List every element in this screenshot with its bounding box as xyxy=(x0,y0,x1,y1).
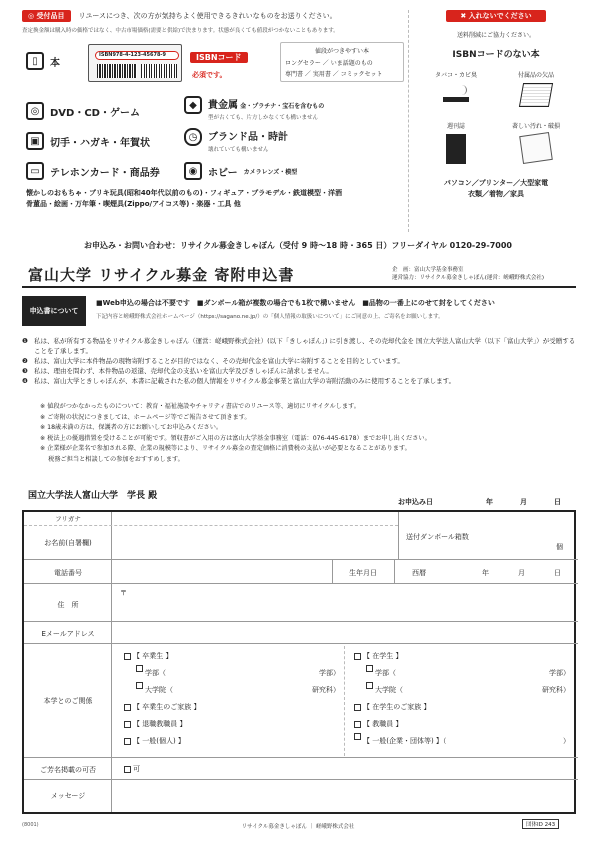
misc-line-1: 懐かしのおもちゃ・ブリキ玩具(昭和40年代以前のもの)・フィギュア・プラモデル・鉄道模型・洋酒 xyxy=(26,189,342,197)
stamp-label: 切手・ハガキ・年賀状 xyxy=(50,137,150,149)
note-5: ※ 企業様が企業名で参加される際、企業の規模等により、リサイクル募金の査定価格に消費税の支払いが必要となることがあります。 xyxy=(40,445,411,452)
book-note-title: 値段がつきやすい本 xyxy=(314,48,369,55)
date-label: お申込み日 xyxy=(398,498,433,506)
term-3: 私は、理由を問わず、本件物品の返還、売却代金の支払いを富山大学及びきしゃぽんに請求しません。 xyxy=(34,367,333,375)
accept-intro: リユースにつき、次の方が気持ちよく使用できるきれいなものをお送りください。 xyxy=(78,12,337,20)
isbn-code-label: ISBNコード xyxy=(190,52,248,63)
note-3: ※ 18歳未満の方は、保護者の方にお願いしてお申込みください。 xyxy=(40,424,223,431)
ng-item-2: 付属品の欠品 xyxy=(517,72,554,79)
ng-pc-1: パソコン／プリンター／大型家電 xyxy=(443,179,549,187)
check-general-corp[interactable]: 【 一般(企業・団体等) 】（ ） xyxy=(354,733,570,750)
note-1: ※ 値段がつかなかったものについて：教育・福祉施設やチャリティ書店でのリユース等、適切にリサイクルします。 xyxy=(40,403,360,410)
isbn-sample: ISBN978-4-123-45678-9 xyxy=(95,51,179,60)
footer-code: (8001) xyxy=(22,822,39,828)
date-month: 月 xyxy=(520,498,527,506)
book-icon: ▯ xyxy=(26,52,44,70)
ng-item-3: 週刊誌 xyxy=(446,123,465,130)
term-2: 私は、富山大学に本件物品の現物寄附することが目的ではなく、その売却代金を富山大学に寄附することを目的としています。 xyxy=(34,357,404,365)
postal-mark: 〒 xyxy=(120,589,127,597)
address-input[interactable] xyxy=(113,585,573,621)
metal-label: 貴金属 xyxy=(208,100,238,111)
hobby-label: ホビー xyxy=(208,167,238,179)
apply-line-1: ■Web申込の場合は不要です ■ダンボール箱が複数の場合でも1枚で構いません ■品物の一番上にのせて封をしてください xyxy=(96,299,495,307)
term-num-3: ❸ xyxy=(22,367,28,375)
check-student-family[interactable]: 【 在学生のご家族 】 xyxy=(354,699,570,716)
footer-id: 団体ID 243 xyxy=(522,819,559,829)
check-publish[interactable]: 可 xyxy=(124,764,140,774)
check-grad-gs[interactable]: 大学院（ 研究科） xyxy=(124,682,340,699)
furigana-label: フリガナ xyxy=(55,515,81,523)
term-num-1: ❶ xyxy=(22,337,28,345)
check-staff[interactable]: 【 教職員 】 xyxy=(354,716,570,733)
brand-label: ブランド品・時計 xyxy=(208,132,288,143)
ng-pc-2: 衣類／着物／家具 xyxy=(468,190,524,198)
box-unit: 個 xyxy=(556,543,563,551)
note-2: ※ ご寄附の状況につきましては、ホームページ等でご報告させて頂きます。 xyxy=(40,413,251,421)
ng-tag: ✖ 入れないでください xyxy=(446,10,545,22)
term-4: 私は、富山大学ときしゃぽんが、本書に記載された私の個人情報をリサイクル募金事業と富山大学の寄附活動のみに使用することを了承します。 xyxy=(34,377,456,385)
gem-icon: ◆ xyxy=(184,96,202,114)
disc-icon: ◎ xyxy=(26,102,44,120)
metal-note: 型が古くても、片方しかなくても構いません xyxy=(208,115,319,121)
birth-year: 年 xyxy=(482,569,489,577)
book-note-1: ロングセラー ／ いま話題のもの xyxy=(285,60,373,67)
phone-input[interactable] xyxy=(113,561,331,583)
birth-month: 月 xyxy=(518,569,525,577)
hobby-sub: カメラレンズ・模型 xyxy=(243,168,298,176)
check-student-gs[interactable]: 大学院（ 研究科） xyxy=(354,682,570,699)
book-label: 本 xyxy=(50,57,60,69)
addressee: 国立大学法人富山大学 学長 殿 xyxy=(28,491,158,501)
address-label: 住 所 xyxy=(57,601,79,609)
date-year: 年 xyxy=(486,498,493,506)
ng-item-1: タバコ・カビ臭 xyxy=(435,72,477,79)
stamp-icon: ▣ xyxy=(26,132,44,150)
misc-line-2: 骨董品・絵画・万年筆・喫煙具(Zippo/アイコス等)・楽器・工具 他 xyxy=(26,200,241,208)
email-label: Eメールアドレス xyxy=(41,630,95,638)
name-input[interactable] xyxy=(113,527,398,559)
birth-label: 生年月日 xyxy=(349,569,377,577)
furigana-input[interactable] xyxy=(113,512,398,526)
isbn-required: 必須です。 xyxy=(192,71,227,79)
check-grad[interactable]: 【 卒業生 】 xyxy=(124,648,340,665)
dvd-label: DVD・CD・ゲーム xyxy=(50,107,140,119)
page-title: 富山大学 リサイクル募金 寄附申込書 xyxy=(28,266,295,284)
email-input[interactable] xyxy=(113,623,573,643)
camera-icon: ◉ xyxy=(184,162,202,180)
term-1: 私は、私が所有する物品をリサイクル募金きしゃぽん（運営：嵯峨野株式会社）(以下「きしゃぽん」) に引き渡し、その売却代金を 国立大学法人富山大学（以下「富山大学」）が受贈することを了承します。 xyxy=(34,337,576,355)
footer-center: リサイクル募金きしゃぽん ｜ 嵯峨野株式会社 xyxy=(241,824,355,830)
birth-day: 日 xyxy=(554,569,561,577)
phone-label: 電話番号 xyxy=(54,569,82,577)
magazine-icon xyxy=(446,134,466,164)
barcode-icon xyxy=(97,64,137,78)
check-retired[interactable]: 【 退職教職員 】 xyxy=(124,716,340,733)
ng-item-4: 著しい汚れ・破損 xyxy=(511,123,560,130)
torn-book-icon xyxy=(519,132,553,164)
accept-tag: ◎ 受付品目 xyxy=(22,10,71,22)
isbn-illustration xyxy=(88,44,182,82)
note-4: ※ 税法上の優遇措置を受けることが可能です。領収書がご入用の方は富山大学基金事務室（電話：076-445-6178）までお申し出ください。 xyxy=(40,434,431,442)
book-note-2: 専門書 ／ 実用書 ／ コミックセット xyxy=(285,71,383,78)
brand-note: 壊れていても構いません xyxy=(208,147,269,153)
term-num-4: ❹ xyxy=(22,377,28,385)
check-student-faculty[interactable]: 学部（ 学部） xyxy=(354,665,570,682)
check-grad-faculty[interactable]: 学部（ 学部） xyxy=(124,665,340,682)
publish-label: ご芳名掲載の可否 xyxy=(40,766,96,774)
barcode-icon xyxy=(141,64,177,78)
card-icon: ▭ xyxy=(26,162,44,180)
check-general[interactable]: 【 一般(個人) 】 xyxy=(124,733,340,750)
date-day: 日 xyxy=(554,498,561,506)
check-student[interactable]: 【 在学生 】 xyxy=(354,648,570,665)
tel-label: テレホンカード・商品券 xyxy=(50,167,160,179)
apply-line-2: 下記内容と嵯峨野株式会社ホームページ（https://sagano.ne.jp/）の「個人情報の取扱いについて」にご同意の上、ご寄名をお願いします。 xyxy=(96,314,444,320)
watch-icon: ◷ xyxy=(184,128,202,146)
relation-label: 本学とのご関係 xyxy=(43,697,93,705)
application-form xyxy=(22,510,576,814)
cigarette-icon xyxy=(441,83,471,107)
note-6: 税務ご担当と相談しての参加をおすすめします。 xyxy=(40,455,184,463)
ng-note: 送料削減にご協力ください。 xyxy=(456,32,535,39)
apply-label: 申込書について xyxy=(22,296,86,326)
org-line-2: 運営協力：リサイクル募金きしゃぽん(運営：嵯峨野株式会社) xyxy=(392,275,545,281)
box-count-label: 送付ダンボール箱数 xyxy=(406,533,469,541)
term-num-2: ❷ xyxy=(22,357,28,365)
check-grad-family[interactable]: 【 卒業生のご家族 】 xyxy=(124,699,340,716)
disc-box-icon xyxy=(519,83,553,107)
org-line-1: 企 画：富山大学基金事務室 xyxy=(392,267,464,273)
accept-intro2: 査定換金額は購入時の価格ではなく、中古市場価格(需要と供給)で決まります。状態が良くても値段がつかないこともあります。 xyxy=(22,28,339,34)
seireki-label: 西暦 xyxy=(412,569,426,577)
message-input[interactable] xyxy=(113,781,573,813)
contact-line: お申込み・お問い合わせ：リサイクル募金きしゃぽん（受付 9 時～18 時・365 日）フリーダイヤル 0120-29-7000 xyxy=(84,241,512,250)
ng-title: ISBNコードのない本 xyxy=(452,50,540,60)
message-label: メッセージ xyxy=(50,792,86,800)
metal-sub: 金・プラチナ・宝石を含むもの xyxy=(240,103,325,110)
name-label: お名前(自署欄) xyxy=(44,539,92,547)
box-count-input[interactable] xyxy=(494,526,564,556)
